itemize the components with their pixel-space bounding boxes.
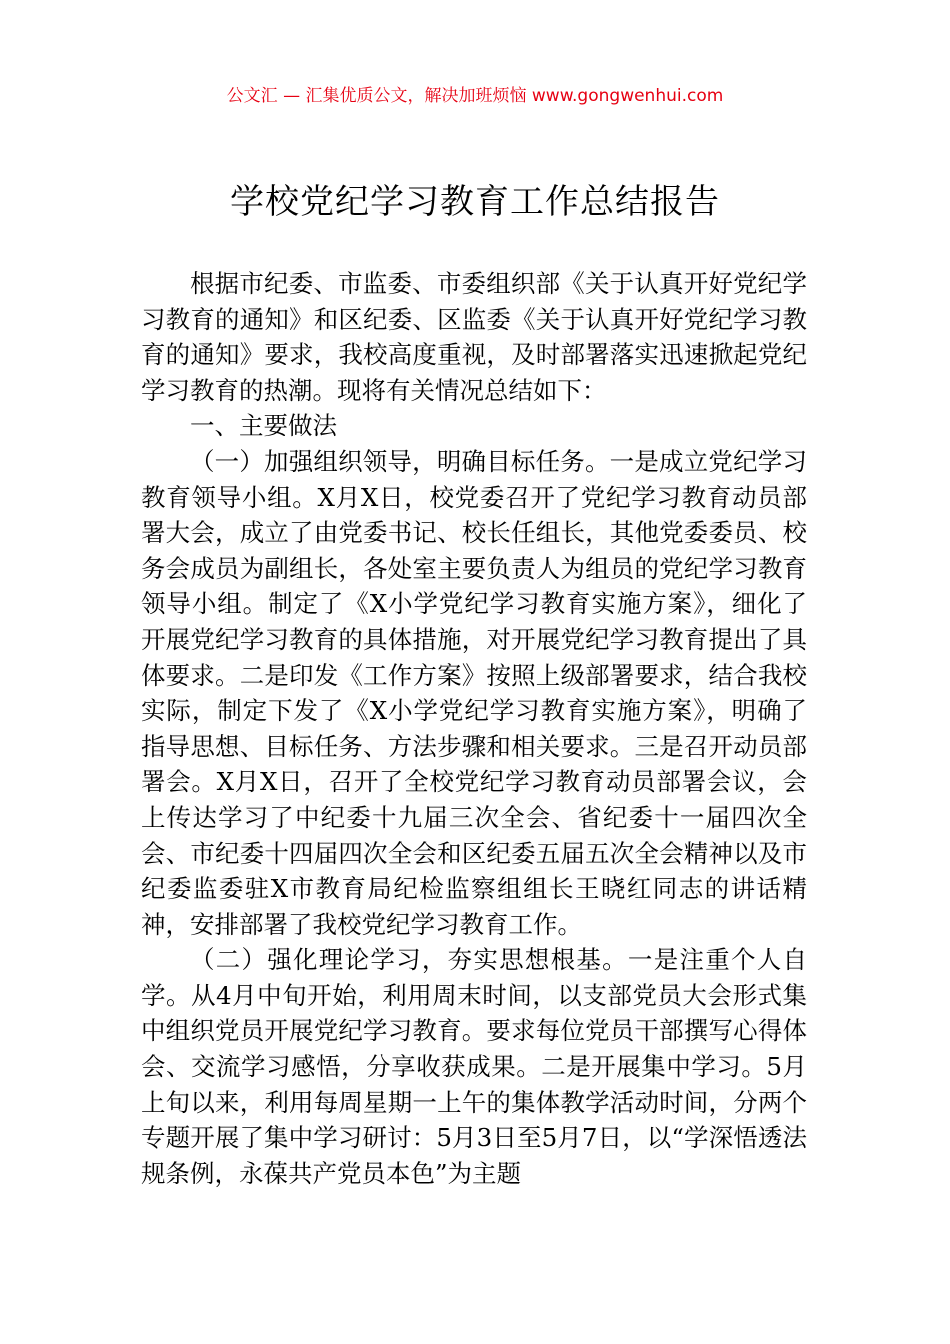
section-heading-main-practices: 一、主要做法: [190, 411, 337, 441]
document-body: [141, 266, 807, 1191]
document-title: 学校党纪学习教育工作总结报告: [230, 182, 720, 222]
paragraph-theory-study: （二）强化理论学习，夯实思想根基。一是注重个人自学。从4月中旬开始，利用周末时间，以支部党员大会形式集中组织党员开展党纪学习教育。要求每位党员干部撰写心得体会、交流学习感悟，分享收获成果。二是开展集中学习。5月上旬以来，利用每周星期一上午的集体教学活动时间，分两个专题开展了集中学习研讨：5月3日至5月7日，以“学深悟透法规条例，永葆共产党员本色”为主题: [141, 945, 807, 1188]
header-banner: 公文汇 — 汇集优质公文，解决加班烦恼 www.gongwenhui.com: [226, 86, 724, 106]
paragraph-organization-leadership: （一）加强组织领导，明确目标任务。一是成立党纪学习教育领导小组。X月X日，校党委召开了党纪学习教育动员部署大会，成立了由党委书记、校长任组长，其他党委委员、校务会成员为副组长，各处室主要负责人为组员的党纪学习教育领导小组。制定了《X小学党纪学习教育实施方案》，细化了开展党纪学习教育的具体措施，对开展党纪学习教育提出了具体要求。二是印发《工作方案》按照上级部署要求，结合我校实际，制定下发了《X小学党纪学习教育实施方案》，明确了指导思想、目标任务、方法步骤和相关要求。三是召开动员部署会。X月X日，召开了全校党纪学习教育动员部署会议，会上传达学习了中纪委十九届三次全会、省纪委十一届四次全会、市纪委十四届四次全会和区纪委五届五次全会精神以及市纪委监委驻X市教育局纪检监察组组长王晓红同志的讲话精神，安排部署了我校党纪学习教育工作。: [141, 446, 807, 939]
paragraph-intro: 根据市纪委、市监委、市委组织部《关于认真开好党纪学习教育的通知》和区纪委、区监委《关于认真开好党纪学习教育的通知》要求，我校高度重视，及时部署落实迅速掀起党纪学习教育的热潮。现将有关情况总结如下：: [141, 269, 807, 405]
